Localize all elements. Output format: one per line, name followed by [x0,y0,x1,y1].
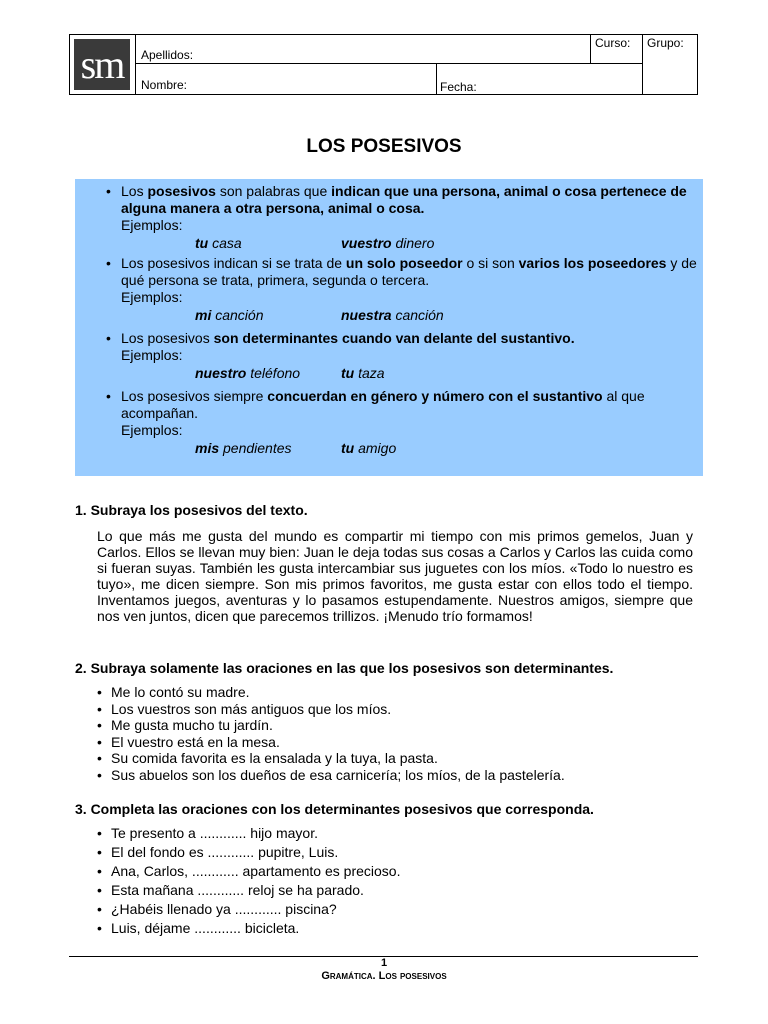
list-item: • Sus abuelos son los dueños de esa carnicería; los míos, de la pastelería. [97,767,565,784]
info-box [75,179,703,476]
list-item: • El del fondo es ............ pupitre, Luis. [97,843,400,862]
list-item: • Los vuestros son más antiguos que los míos. [97,701,565,718]
exercise-2-list [97,684,565,784]
fecha-field[interactable]: Fecha: [440,80,477,94]
list-item: • Te presento a ............ hijo mayor. [97,824,400,843]
info-item: • Los posesivos son palabras que indican que una persona, animal o cosa pertenece de alguna manera a otra persona, animal o cosa. [106,183,687,216]
page-number: 1 [380,957,388,969]
examples-row: mi canción nuestra canción [195,307,444,323]
exercise-2-title: 2. Subraya solamente las oraciones en las que los posesivos son determinantes. [75,660,614,676]
examples-label: Ejemplos: [121,347,183,363]
list-item: • Me lo contó su madre. [97,684,565,701]
exercise-1-text: Lo que más me gusta del mundo es compartir mi tiempo con mis primos gemelos, Juan y Carlos. Ellos se llevan muy bien: Juan le deja todas sus cosas a Carlos y Carlos las cuida como si fueran suyas. También les gusta intercambiar sus juguetes con los míos. «Todo lo nuestro es tuyo», me dicen siempre. Son mis primos favoritos, me gusta estar con ellos todo el tiempo. Inventamos juegos, aventuras y lo pasamos estupendamente. Nuestros amigos, siempre que nos ven juntos, dicen que parecemos trillizos. ¡Menudo trío formamos! [97,528,693,624]
info-item: • Los posesivos siempre concuerdan en género y número con el sustantivo al que acompañan. [106,388,645,421]
curso-field[interactable]: Curso: [595,36,631,50]
list-item: • Me gusta mucho tu jardín. [97,717,565,734]
exercise-3-list [97,824,400,938]
nombre-field[interactable]: Nombre: [141,78,188,92]
examples-label: Ejemplos: [121,217,183,233]
list-item: • Su comida favorita es la ensalada y la tuya, la pasta. [97,750,565,767]
footer-title: Gramática. Los posesivos [321,970,447,982]
info-item: • Los posesivos son determinantes cuando van delante del sustantivo. [106,330,575,346]
sm-logo [70,35,136,94]
grupo-field[interactable]: Grupo: [647,36,684,50]
examples-label: Ejemplos: [121,289,183,305]
sm-logo-text: sm [74,39,130,90]
page-title: LOS POSESIVOS [306,136,462,157]
exercise-3-title: 3. Completa las oraciones con los determinantes posesivos que corresponda. [75,801,594,817]
list-item: • Luis, déjame ............ bicicleta. [97,919,400,938]
examples-label: Ejemplos: [121,422,183,438]
list-item: • Esta mañana ............ reloj se ha parado. [97,881,400,900]
examples-row: nuestro teléfono tu taza [195,365,385,381]
examples-row: tu casa vuestro dinero [195,235,435,251]
list-item: • El vuestro está en la mesa. [97,734,565,751]
exercise-1-title: 1. Subraya los posesivos del texto. [75,502,308,518]
apellidos-field[interactable]: Apellidos: [141,48,194,62]
student-header [69,34,698,95]
list-item: • ¿Habéis llenado ya ............ piscina? [97,900,400,919]
examples-row: mis pendientes tu amigo [195,440,397,456]
list-item: • Ana, Carlos, ............ apartamento es precioso. [97,862,400,881]
info-item: • Los posesivos indican si se trata de un solo poseedor o si son varios los poseedores y de qué persona se trata, primera, segunda o tercera. [106,255,697,288]
